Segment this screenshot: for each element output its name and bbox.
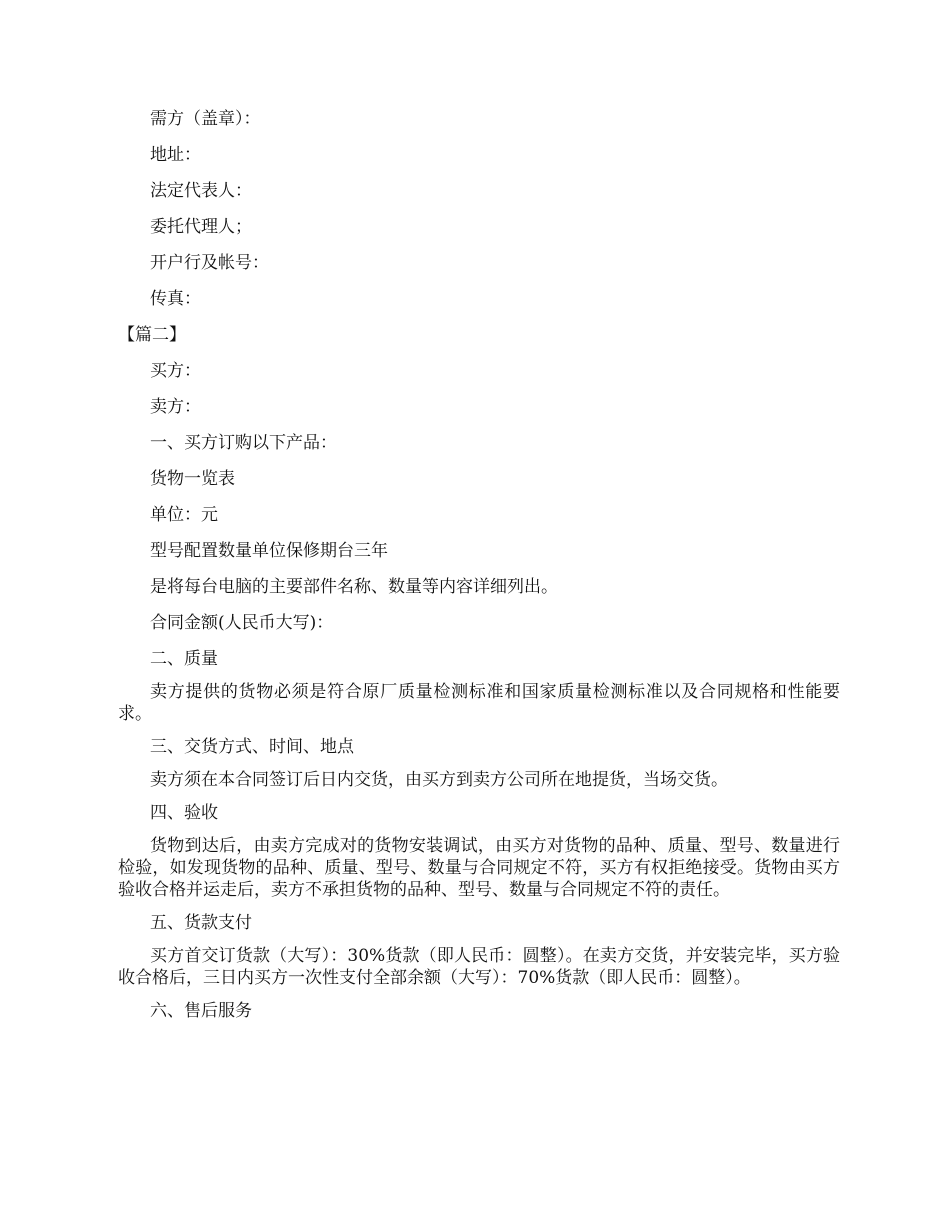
quality-paragraph: 卖方提供的货物必须是符合原厂质量检测标准和国家质量检测标准以及合同规格和性能要求。 (118, 682, 840, 724)
payment-heading: 五、货款支付 (150, 913, 252, 933)
delivery-paragraph: 卖方须在本合同签订后日内交货，由买方到卖方公司所在地提货，当场交货。 (150, 770, 728, 790)
address-line: 地址： (150, 145, 201, 165)
authorized-agent-line: 委托代理人； (150, 217, 252, 237)
acceptance-paragraph: 货物到达后，由卖方完成对的货物安装调试，由买方对货物的品种、质量、型号、数量进行检验，如发现货物的品种、质量、型号、数量与合同规定不符，买方有权拒绝接受。货物由买方验收合格并运走后，卖方不承担货物的品种、型号、数量与合同规定不符的责任。 (118, 836, 840, 900)
payment-paragraph: 买方首交订货款（大写）：30%货款（即人民币：圆整）。在卖方交货，并安装完毕，买方验收合格后，三日内买方一次性支付全部余额（大写）：70%货款（即人民币：圆整）。 (118, 946, 840, 988)
after-sales-heading: 六、售后服务 (150, 1001, 252, 1021)
goods-list-title: 货物一览表 (150, 469, 235, 489)
acceptance-heading: 四、验收 (150, 803, 218, 823)
seller-line: 卖方： (150, 397, 201, 417)
unit-line: 单位：元 (150, 505, 218, 525)
order-heading: 一、买方订购以下产品： (150, 433, 337, 453)
document-body (118, 108, 840, 1022)
buyer-line: 买方： (150, 361, 201, 381)
buyer-seal-line: 需方（盖章）： (150, 109, 261, 129)
bank-account-line: 开户行及帐号： (150, 253, 269, 273)
fax-line: 传真： (150, 289, 201, 309)
contract-amount-line: 合同金额(人民币大写)： (150, 613, 334, 633)
delivery-heading: 三、交货方式、时间、地点 (150, 737, 354, 757)
quality-heading: 二、质量 (150, 649, 218, 669)
components-note-line: 是将每台电脑的主要部件名称、数量等内容详细列出。 (150, 577, 558, 597)
legal-representative-line: 法定代表人： (150, 181, 252, 201)
goods-columns-line: 型号配置数量单位保修期台三年 (150, 541, 388, 561)
section-title: 【篇二】 (118, 325, 186, 345)
